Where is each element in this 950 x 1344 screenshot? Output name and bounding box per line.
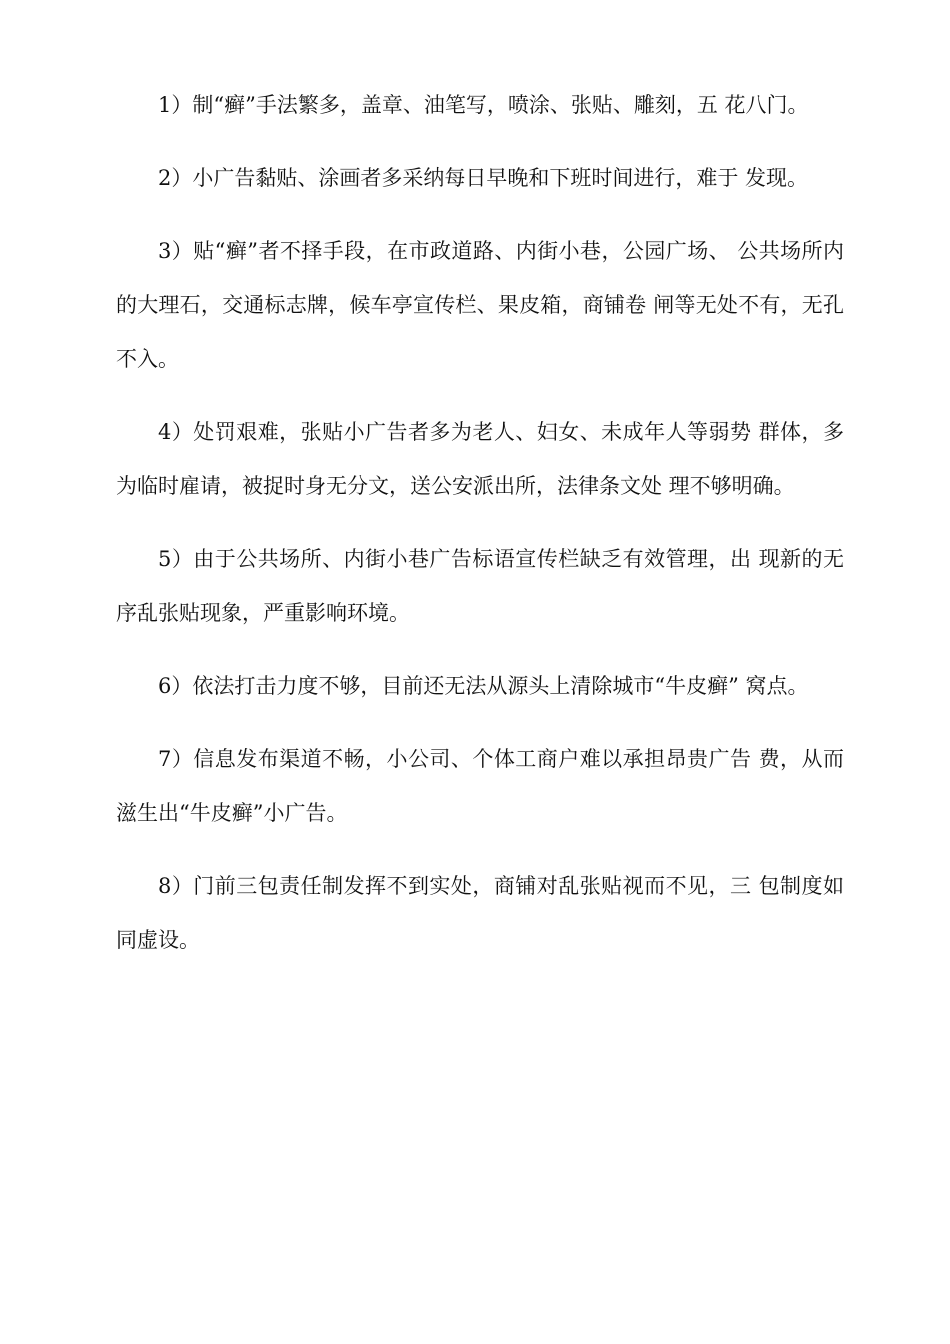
paragraph-1: 1）制“癣”手法繁多，盖章、油笔写，喷涂、张贴、雕刻，五 花八门。 (158, 93, 809, 117)
paragraph-3: 3）贴“癣”者不择手段，在市政道路、内街小巷，公园广场、 公共场所内的大理石，交通标志牌，候车亭宣传栏、果皮箱，商铺卷 闸等无处不有，无孔不入。 (116, 239, 844, 371)
paragraph-5: 5）由于公共场所、内街小巷广告标语宣传栏缺乏有效管理，出 现新的无序乱张贴现象，严重影响环境。 (116, 547, 844, 625)
paragraph-8: 8）门前三包责任制发挥不到实处，商铺对乱张贴视而不见，三 包制度如同虚设。 (116, 874, 844, 952)
paragraph-2: 2）小广告黏贴、涂画者多采纳每日早晚和下班时间进行，难于 发现。 (158, 166, 809, 190)
paragraph-7: 7）信息发布渠道不畅，小公司、个体工商户难以承担昂贵广告 费，从而滋生出“牛皮癣”小广告。 (116, 747, 844, 825)
paragraph-4: 4）处罚艰难，张贴小广告者多为老人、妇女、未成年人等弱势 群体，多为临时雇请，被捉时身无分文，送公安派出所，法律条文处 理不够明确。 (116, 420, 844, 498)
document-body (116, 78, 844, 986)
paragraph-6: 6）依法打击力度不够，目前还无法从源头上清除城市“牛皮癣” 窝点。 (158, 674, 809, 698)
